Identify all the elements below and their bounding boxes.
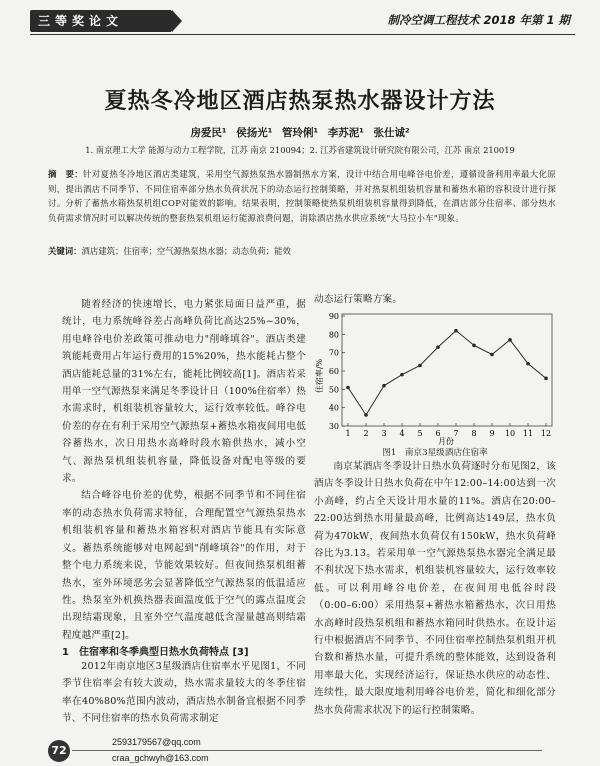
left-column-bottom: [62, 658, 306, 728]
y-tick-label: 30: [328, 422, 339, 431]
occupancy-point: [472, 344, 476, 348]
x-tick-label: 4: [399, 429, 405, 438]
y-tick-label: 90: [328, 312, 339, 321]
y-tick-label: 60: [328, 367, 339, 376]
x-tick-label: 2: [363, 429, 369, 438]
footer-divider: [72, 750, 542, 751]
keywords: [48, 245, 556, 257]
chart-xlabel: 月份: [438, 437, 454, 446]
chart-axes: [342, 314, 552, 426]
section1-paragraph: 2012年南京地区3星级酒店住宿率水平见图1，不同季节住宿率会有较大波动，热水需求量较大的冬季住宿率在40%80%范围内波动，酒店热水制备宜根据不同季节、不同住宿率的热水负荷需求制定: [62, 661, 306, 725]
occupancy-point: [364, 413, 368, 417]
occupancy-point: [400, 373, 404, 377]
left-column: [62, 296, 306, 644]
x-tick-label: 6: [435, 429, 441, 438]
occupancy-point: [454, 329, 458, 333]
x-tick-label: 12: [540, 429, 552, 438]
x-tick-label: 8: [471, 429, 477, 438]
author-list: 房爱民¹ 侯扬光¹ 管玲俐¹ 李苏泥¹ 张仕诚²: [190, 127, 410, 139]
right-column-lead: 动态运行策略方案。: [314, 294, 403, 305]
occupancy-point: [490, 353, 494, 357]
chart-ylabel: 住宿率/%: [315, 358, 324, 394]
abstract-label: 摘 要：: [48, 169, 84, 179]
section-tag-arrow: [172, 10, 182, 32]
section-tag: [30, 10, 172, 32]
occupancy-point: [508, 338, 512, 342]
y-tick-label: 50: [328, 385, 339, 395]
x-tick-label: 10: [504, 429, 516, 438]
paper-title: 夏热冬冷地区酒店热泵热水器设计方法: [104, 89, 496, 114]
occupancy-chart: [314, 310, 556, 446]
page-number: 72: [48, 740, 70, 762]
occupancy-point: [346, 386, 350, 390]
occupancy-line: [348, 331, 546, 415]
x-tick-label: 7: [453, 429, 459, 438]
section-heading-1: 1 住宿率和冬季典型日热水负荷特点 [3]: [62, 647, 249, 658]
header-divider: [30, 34, 575, 35]
abstract-text: 针对夏热冬冷地区酒店类建筑，采用空气源热泵热水器制热水方案，设计中结合用电峰谷电价差，遵循设备利用率最大化原则，提出酒店不同季节、不同住宿率部分热水负荷状况下的动态运行控制策略，并对热泵机组装机容量和蓄热水箱的容积设计进行探讨。分析了蓄热水箱热泵机组COP对能效的影响。结果表明，控制策略使热泵机组装机容量得到降低，在酒店部分住宿率、部分热水负荷需求情况时可以解决传统的整套热泵机组运行能源浪费问题，消除酒店热水供应系统"大马拉小车"现象。: [48, 169, 556, 223]
intro-paragraph-2: 结合峰谷电价差的优势，根据不同季节和不同住宿率的动态热水负荷需求特征，合理配置空气源热泵热水机组装机容量和蓄热水箱容积对酒店节能具有实际意义。蓄热系统能够对电网起到"削峰填谷"的作用，对于整个电力系统来说，节能效果较好。但夜间热泵机组蓄热水，室外环境恶劣会显著降低空气源热泵的低温适应性。热泵室外机换热器表面温度低于空气的露点温度会出现结霜现象，且室外空气温度越低含湿量越高则结霜程度越严重[2]。: [62, 490, 306, 641]
keywords-label: 关键词：: [48, 246, 82, 256]
x-tick-label: 5: [417, 429, 423, 438]
x-tick-label: 9: [489, 429, 495, 438]
occupancy-point: [436, 345, 440, 349]
chart-ticks: [329, 312, 551, 438]
journal-header: 制冷空调工程技术 2018 年第 1 期: [387, 13, 570, 27]
x-tick-label: 11: [522, 429, 534, 438]
right-paragraph-1: 南京某酒店冬季设计日热水负荷逐时分布见图2，该酒店冬季设计日热水负荷在中午12:00–14:00达到一次小高峰，约占全天设计用水量的11%。酒店在20:00–22:00达到热水用量最高峰，比例高达149层，热水负荷为470kW，夜间热水负荷仅有150kW，热水负荷峰谷比为3.13。若采用单一空气源热泵热水器完全满足最不利状况下热水需求，机组装机容量较大，运行效率较低。可以利用峰谷电价差，在夜间用电低谷时段（0:00–6:00）采用热泵+蓄热水箱蓄热水，次日用热水高峰时段热泵机组和蓄热水箱同时供热水。在设计运行中根据酒店不同季节、不同住宿率控制热泵机组开机台数和蓄热水量，可提升系统的整体能效，达到设备利用率最大化，实现经济运行，保证热水供应的动态性、连续性，最大限度地利用峰谷电价差，简化和细化部分热水负荷需求状况下的运行控制策略。: [314, 461, 556, 716]
y-tick-label: 70: [328, 348, 339, 358]
x-tick-label: 1: [345, 429, 351, 438]
contact-email-1: 2593179567@qq.com: [112, 737, 201, 747]
occupancy-point: [526, 362, 530, 366]
y-tick-label: 80: [328, 330, 339, 340]
right-column-top: [314, 291, 556, 308]
x-tick-label: 3: [381, 429, 387, 438]
occupancy-point: [382, 384, 386, 388]
section-tag-text: 三等奖论文: [38, 14, 124, 28]
y-tick-label: 40: [328, 403, 339, 413]
occupancy-point: [418, 364, 422, 368]
right-column: [314, 458, 556, 719]
chart-frame: [342, 314, 552, 426]
affiliation: 1. 南京理工大学 能源与动力工程学院，江苏 南京 210094；2. 江苏省建筑设计研究院有限公司，江苏 南京 210019: [85, 145, 515, 155]
abstract: [48, 167, 556, 225]
contact-email-2: craa_gchwyh@163.com: [112, 753, 209, 763]
occupancy-point: [544, 377, 548, 381]
chart-series: [346, 329, 548, 417]
figure-caption: 图1 南京3星级酒店住宿率: [382, 448, 488, 458]
intro-paragraph-1: 随着经济的快速增长，电力紧张局面日益严重，据统计，电力系统峰谷差占高峰负荷比高达25%~30%，用电峰谷电价差政策可推动电力"削峰填谷"。酒店类建筑能耗费用占年运行费用的15%20%，热水能耗占整个酒店能耗总量的31%左右，能耗比例较高[1]。酒店若采用单一空气源热泵来满足冬季设计日（100%住宿率）热水需求时，机组装机容量较大，运行效率较低。峰谷电价差的存在有利于采用空气源热泵+蓄热水箱夜间用电低谷蓄热水，次日用热水高峰时段水箱供热水，减小空气、源热泵机组装机容量，降低设备对配电等级的要求。: [62, 299, 306, 485]
keywords-text: 酒店建筑；住宿率；空气源热泵热水器；动态负荷；能效: [81, 246, 291, 256]
